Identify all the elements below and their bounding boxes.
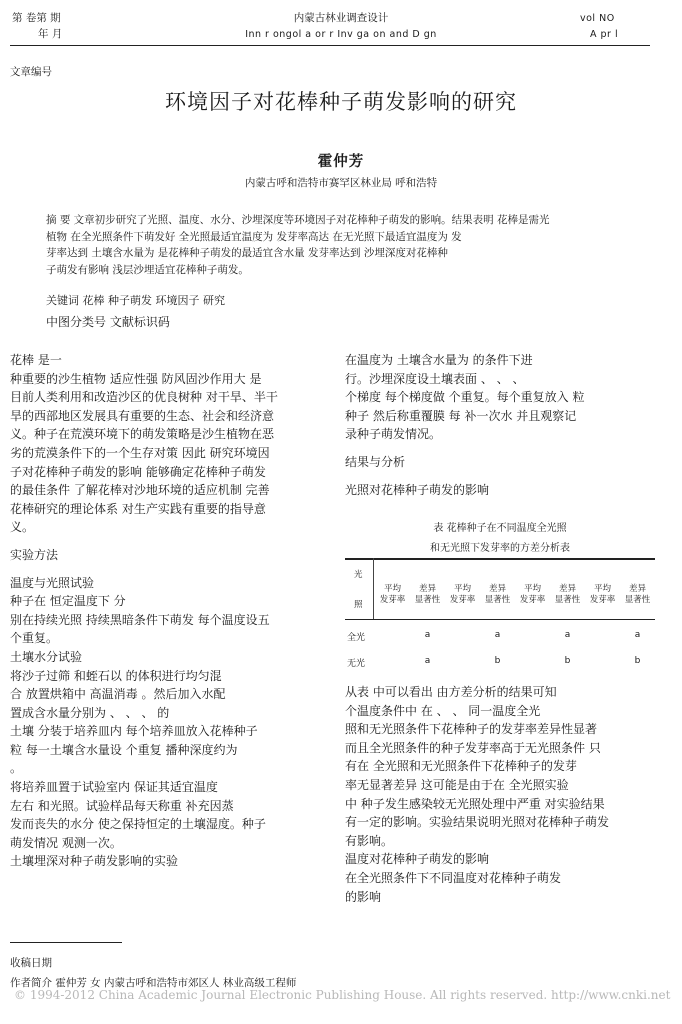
copyright-watermark: © 1994-2012 China Academic Journal Electronic Publishing House. All rights reserved. http://www.cnki.net: [14, 988, 671, 1002]
significance-cell: b: [494, 656, 501, 666]
right-column-bottom: [345, 683, 655, 906]
header-rule: [10, 45, 650, 46]
table-row: [345, 652, 655, 674]
journal-english-name: Inn r ongol a or r Inv ga on and D gn: [245, 29, 437, 40]
text-line: 个温度条件中 在 、 、 同一温度全光: [345, 703, 541, 718]
column-header: 差异: [488, 584, 506, 594]
column-subheader: 显著性: [484, 595, 511, 605]
text-line: 行。沙埋深度设土壤表面 、 、 、: [345, 371, 525, 386]
text-line: 将培养皿置于试验室内 保证其适宜温度: [10, 780, 218, 795]
paragraph-gap: [345, 472, 655, 481]
text-line: 的最佳条件 了解花棒对沙地环境的适应机制 完善: [10, 483, 270, 498]
footnote-rule: [10, 942, 122, 943]
text-line: 中 种子发生感染较无光照处理中严重 对实验结果: [345, 796, 605, 811]
paper-title: 环境因子对花棒种子萌发影响的研究: [165, 90, 517, 114]
text-line: 率无显著差异 这可能是由于在 全光照实验: [345, 777, 569, 792]
section-heading: 土壤埋深对种子萌发影响的实验: [10, 854, 179, 869]
significance-cell: a: [634, 630, 641, 640]
column-header: 差异: [418, 584, 436, 594]
text-line: 照和无光照条件下花棒种子的发芽率差异性显著: [345, 722, 598, 737]
text-line: 子对花棒种子萌发的影响 能够确定花棒种子萌发: [10, 464, 266, 479]
text-line: 种子 然后称重覆膜 每 补一次水 并且观察记: [345, 408, 577, 423]
section-heading: 光照对花棒种子萌发的影响: [345, 482, 490, 497]
abstract-line: 芽率达到 土壤含水量为 是花棒种子萌发的最适宜含水量 发芽率达到 沙埋深度对花棒种: [46, 247, 448, 259]
table-caption: 表 花棒种子在不同温度全光照: [433, 523, 567, 534]
text-line: 。: [10, 761, 23, 776]
column-header: 差异: [558, 584, 576, 594]
text-line: 录种子萌发情况。: [345, 427, 442, 442]
classification-code: 中图分类号 文献标识码: [46, 315, 170, 329]
text-line: 花棒研究的理论体系 对生产实践有重要的指导意: [10, 501, 266, 516]
table-top-rule: [345, 558, 655, 560]
text-line: 个重复。: [10, 631, 59, 646]
paragraph-gap: [10, 565, 320, 574]
table-corner-bottom: 照: [354, 600, 363, 610]
text-line: 发而丧失的水分 使之保持恒定的土壤湿度。种子: [10, 817, 266, 832]
article-number-label: 文章编号: [10, 66, 52, 78]
section-heading: 实验方法: [10, 547, 59, 562]
abstract-line: 植物 在全光照条件下萌发好 全光照最适宜温度为 发芽率高达 在无光照下最适宜温度为 发: [46, 230, 462, 243]
text-line: 粒 每一土壤含水量设 个重复 播种深度约为: [10, 742, 238, 757]
received-date: 收稿日期: [10, 957, 52, 969]
significance-cell: b: [564, 656, 571, 666]
author-name: 霍仲芳: [317, 154, 365, 170]
table-corner-top: 光: [354, 570, 363, 580]
text-line: 种重要的沙生植物 适应性强 防风固沙作用大 是: [10, 371, 262, 386]
section-heading: 温度与光照试验: [10, 575, 95, 590]
text-line: 有影响。: [345, 833, 394, 848]
significance-cell: b: [634, 656, 641, 666]
row-label: 全光: [347, 633, 366, 643]
author-affiliation: 内蒙古呼和浩特市赛罕区林业局 呼和浩特: [244, 177, 438, 189]
column-subheader: 发芽率: [589, 595, 616, 605]
significance-cell: a: [424, 656, 431, 666]
text-line: 合 放置烘箱中 高温消毒 。然后加入水配: [10, 687, 226, 702]
section-heading: 土壤水分试验: [10, 649, 83, 664]
table-row: [345, 626, 655, 648]
text-line: 有一定的影响。实验结果说明光照对花棒种子萌发: [345, 815, 610, 830]
column-subheader: 显著性: [624, 595, 651, 605]
abstract: [46, 212, 646, 278]
section-heading: 结果与分析: [345, 454, 406, 469]
text-line: 旱的西部地区发展具有重要的生态、社会和经济意: [10, 408, 275, 423]
column-header: 差异: [628, 584, 646, 594]
journal-name: 内蒙古林业调查设计: [293, 12, 389, 24]
right-column-top: [345, 351, 655, 499]
keywords: 关键词 花棒 种子萌发 环境因子 研究: [46, 294, 225, 307]
significance-cell: a: [564, 630, 571, 640]
table-header-rule: [345, 619, 655, 620]
column-subheader: 显著性: [414, 595, 441, 605]
month-label: A pr l: [590, 29, 619, 40]
text-line: 在温度为 土壤含水量为 的条件下进: [345, 353, 533, 367]
significance-cell: a: [494, 630, 501, 640]
text-line: 的影响: [345, 889, 382, 904]
text-line: 义。种子在荒漠环境下的萌发策略是沙生植物在恶: [10, 427, 275, 442]
text-line: 左右 和光照。试验样品每天称重 补充因蒸: [10, 798, 234, 813]
significance-cell: a: [424, 630, 431, 640]
text-line: 从表 中可以看出 由方差分析的结果可知: [345, 685, 557, 699]
paragraph-gap: [345, 444, 655, 453]
column-header: 平均: [593, 584, 611, 594]
text-line: 义。: [10, 520, 35, 535]
column-subheader: 显著性: [554, 595, 581, 605]
text-line: 劣的荒漠条件下的一个生存对策 因此 研究环境因: [10, 445, 270, 460]
column-subheader: 发芽率: [519, 595, 546, 605]
text-line: 花棒 是一: [10, 353, 62, 367]
text-line: 土壤 分装于培养皿内 每个培养皿放入花棒种子: [10, 724, 258, 739]
text-line: 种子在 恒定温度下 分: [10, 594, 126, 609]
table-header-divider: [373, 558, 374, 620]
table-caption-line2: 和无光照下发芽率的方差分析表: [430, 543, 570, 554]
column-subheader: 发芽率: [449, 595, 476, 605]
issue-label: 第 卷第 期: [12, 12, 61, 24]
text-line: 个梯度 每个梯度做 个重复。每个重复放入 粒: [345, 390, 585, 405]
left-column: [10, 351, 320, 871]
text-line: 将沙子过筛 和蛭石以 的体积进行均匀混: [10, 668, 222, 683]
abstract-line: 子萌发有影响 浅层沙埋适宜花棒种子萌发。: [46, 263, 249, 276]
column-subheader: 发芽率: [379, 595, 406, 605]
text-line: 在全光照条件下不同温度对花棒种子萌发: [345, 870, 562, 885]
text-line: 目前人类利用和改造沙区的优良树种 对干旱、半干: [10, 390, 278, 405]
column-header: 平均: [523, 584, 541, 594]
section-heading: 温度对花棒种子萌发的影响: [345, 852, 490, 867]
paragraph-gap: [10, 537, 320, 546]
text-line: 置成含水量分别为 、 、 、 的: [10, 705, 170, 720]
issue-date-label: 年 月: [38, 28, 63, 40]
text-line: 而且全光照条件的种子发芽率高于无光照条件 只: [345, 740, 601, 755]
text-line: 有在 全光照和无光照条件下花棒种子的发芽: [345, 759, 577, 774]
column-header: 平均: [453, 584, 471, 594]
author-bio: 作者简介 霍仲芳 女 内蒙古呼和浩特市郊区人 林业高级工程师: [10, 977, 297, 989]
volume-label: vol NO: [580, 13, 615, 24]
column-header: 平均: [383, 584, 401, 594]
row-label: 无光: [347, 659, 366, 669]
anova-table: [345, 558, 655, 673]
abstract-line: 摘 要 文章初步研究了光照、温度、水分、沙埋深度等环境因子对花棒种子萌发的影响。结果表明 花棒是需光: [46, 214, 550, 226]
text-line: 别在持续光照 持续黑暗条件下萌发 每个温度设五: [10, 612, 270, 627]
text-line: 萌发情况 观测一次。: [10, 835, 122, 850]
